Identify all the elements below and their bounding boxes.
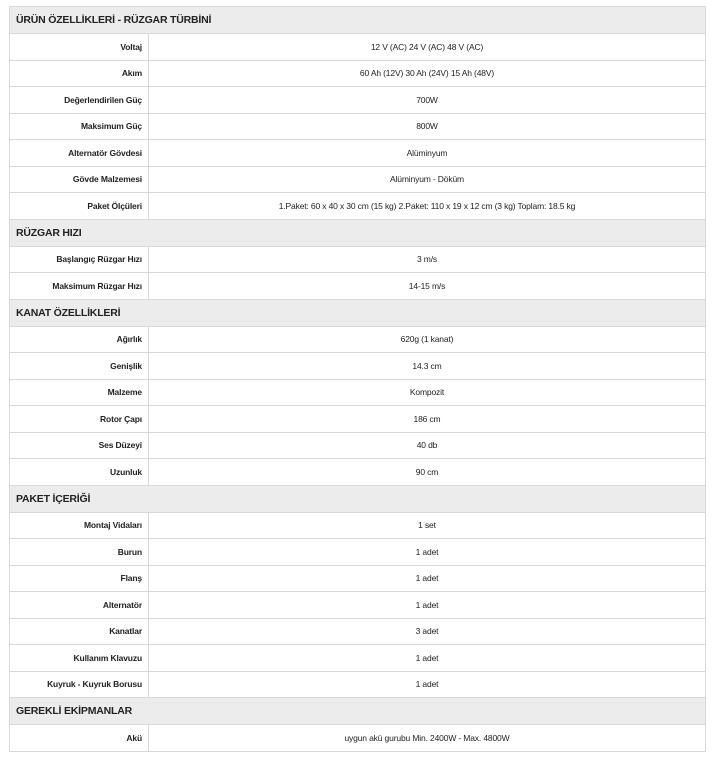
spec-value: uygun akü gurubu Min. 2400W - Max. 4800W: [149, 725, 706, 752]
spec-label: Başlangıç Rüzgar Hızı: [10, 246, 149, 273]
spec-value: Alüminyum: [149, 140, 706, 167]
spec-row: [10, 326, 706, 353]
spec-row: [10, 60, 706, 87]
spec-row: [10, 645, 706, 672]
spec-row: [10, 459, 706, 486]
spec-value: 12 V (AC) 24 V (AC) 48 V (AC): [149, 34, 706, 61]
section-header-row: [10, 299, 706, 326]
spec-row: [10, 87, 706, 114]
spec-value: 3 adet: [149, 618, 706, 645]
spec-label: Ağırlık: [10, 326, 149, 353]
spec-label: Maksimum Rüzgar Hızı: [10, 273, 149, 300]
spec-value: 1 adet: [149, 565, 706, 592]
spec-label: Montaj Vidaları: [10, 512, 149, 539]
spec-label: Voltaj: [10, 34, 149, 61]
spec-value: 14.3 cm: [149, 353, 706, 380]
section-header-row: [10, 698, 706, 725]
spec-row: [10, 353, 706, 380]
spec-label: Kullanım Klavuzu: [10, 645, 149, 672]
spec-value: 90 cm: [149, 459, 706, 486]
spec-row: [10, 618, 706, 645]
section-header-row: [10, 219, 706, 246]
spec-value: Alüminyum - Döküm: [149, 166, 706, 193]
spec-value: 1 set: [149, 512, 706, 539]
spec-row: [10, 432, 706, 459]
spec-row: [10, 113, 706, 140]
spec-row: [10, 539, 706, 566]
spec-row: [10, 592, 706, 619]
spec-label: Flanş: [10, 565, 149, 592]
spec-label: Akü: [10, 725, 149, 752]
spec-label: Gövde Malzemesi: [10, 166, 149, 193]
spec-label: Malzeme: [10, 379, 149, 406]
spec-value: 40 db: [149, 432, 706, 459]
spec-value: 800W: [149, 113, 706, 140]
spec-label: Rotor Çapı: [10, 406, 149, 433]
spec-label: Alternatör Gövdesi: [10, 140, 149, 167]
spec-value: Kompozit: [149, 379, 706, 406]
spec-row: [10, 246, 706, 273]
product-spec-table: [9, 6, 706, 752]
spec-value: 620g (1 kanat): [149, 326, 706, 353]
spec-label: Akım: [10, 60, 149, 87]
spec-label: Uzunluk: [10, 459, 149, 486]
spec-label: Maksimum Güç: [10, 113, 149, 140]
spec-row: [10, 406, 706, 433]
spec-value: 186 cm: [149, 406, 706, 433]
section-title: ÜRÜN ÖZELLİKLERİ - RÜZGAR TÜRBİNİ: [10, 7, 706, 34]
section-title: GEREKLİ EKİPMANLAR: [10, 698, 706, 725]
spec-label: Ses Düzeyi: [10, 432, 149, 459]
spec-row: [10, 34, 706, 61]
spec-row: [10, 273, 706, 300]
spec-label: Burun: [10, 539, 149, 566]
spec-row: [10, 565, 706, 592]
spec-value: 1 adet: [149, 592, 706, 619]
spec-label: Değerlendirilen Güç: [10, 87, 149, 114]
spec-label: Kuyruk - Kuyruk Borusu: [10, 671, 149, 698]
spec-label: Genişlik: [10, 353, 149, 380]
spec-value: 1.Paket: 60 x 40 x 30 cm (15 kg) 2.Paket: 110 x 19 x 12 cm (3 kg) Toplam: 18.5 kg: [149, 193, 706, 220]
spec-value: 3 m/s: [149, 246, 706, 273]
spec-row: [10, 140, 706, 167]
spec-value: 1 adet: [149, 645, 706, 672]
spec-row: [10, 671, 706, 698]
spec-row: [10, 166, 706, 193]
spec-value: 1 adet: [149, 539, 706, 566]
section-header-row: [10, 485, 706, 512]
spec-value: 1 adet: [149, 671, 706, 698]
spec-row: [10, 725, 706, 752]
section-title: KANAT ÖZELLİKLERİ: [10, 299, 706, 326]
section-title: PAKET İÇERİĞİ: [10, 485, 706, 512]
spec-row: [10, 193, 706, 220]
section-title: RÜZGAR HIZI: [10, 219, 706, 246]
spec-label: Paket Ölçüleri: [10, 193, 149, 220]
spec-value: 14-15 m/s: [149, 273, 706, 300]
spec-value: 700W: [149, 87, 706, 114]
spec-label: Kanatlar: [10, 618, 149, 645]
section-header-row: [10, 7, 706, 34]
spec-table-body: [10, 7, 706, 752]
spec-value: 60 Ah (12V) 30 Ah (24V) 15 Ah (48V): [149, 60, 706, 87]
spec-label: Alternatör: [10, 592, 149, 619]
spec-row: [10, 379, 706, 406]
spec-row: [10, 512, 706, 539]
